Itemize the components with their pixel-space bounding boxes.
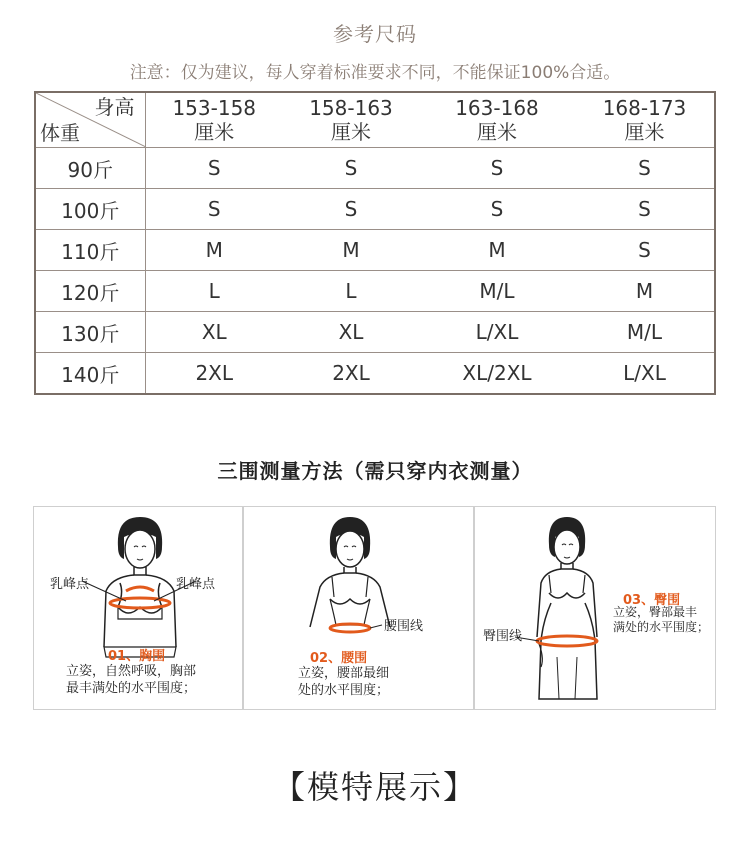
height-column-header: 153-158 厘米 bbox=[145, 92, 283, 148]
page-title: 参考尺码 bbox=[333, 22, 417, 46]
weight-cell: 90斤 bbox=[35, 148, 145, 189]
hip-line-label: 臀围线 bbox=[483, 629, 523, 644]
weight-cell: 120斤 bbox=[35, 271, 145, 312]
bust-right-point-label: 乳峰点 bbox=[176, 577, 216, 592]
size-cell: S bbox=[575, 230, 715, 271]
weight-axis-label: 体重 bbox=[40, 121, 80, 145]
bust-measure-panel bbox=[33, 506, 243, 710]
waist-heading: 02、腰围 bbox=[310, 651, 368, 666]
weight-cell: 130斤 bbox=[35, 312, 145, 353]
size-cell: S bbox=[575, 189, 715, 230]
size-chart-table bbox=[34, 91, 716, 395]
bust-heading: 01、胸围 bbox=[108, 649, 166, 664]
size-cell: M/L bbox=[419, 271, 575, 312]
weight-cell: 110斤 bbox=[35, 230, 145, 271]
size-cell: S bbox=[283, 148, 419, 189]
measure-section-title: 三围测量方法（需只穿内衣测量） bbox=[217, 459, 533, 483]
table-row bbox=[35, 312, 715, 353]
size-cell: M bbox=[145, 230, 283, 271]
height-axis-label: 身高 bbox=[94, 95, 135, 119]
size-note: 注意：仅为建议，每人穿着标准要求不同，不能保证100%合适。 bbox=[129, 63, 621, 83]
table-row bbox=[35, 271, 715, 312]
size-cell: M bbox=[283, 230, 419, 271]
size-cell: 2XL bbox=[145, 353, 283, 395]
size-cell: L/XL bbox=[419, 312, 575, 353]
table-row bbox=[35, 353, 715, 395]
table-row bbox=[35, 148, 715, 189]
weight-cell: 100斤 bbox=[35, 189, 145, 230]
table-corner-cell bbox=[35, 92, 145, 148]
table-row bbox=[35, 189, 715, 230]
height-column-header: 158-163 厘米 bbox=[283, 92, 419, 148]
model-showcase-title: 【模特展示】 bbox=[272, 768, 477, 806]
size-cell: S bbox=[419, 189, 575, 230]
height-column-header: 168-173 厘米 bbox=[575, 92, 715, 148]
size-cell: L bbox=[145, 271, 283, 312]
hip-description: 立姿，臀部最丰 满处的水平围度； bbox=[613, 605, 710, 634]
size-cell: XL/2XL bbox=[419, 353, 575, 395]
size-cell: S bbox=[145, 189, 283, 230]
table-header-row bbox=[35, 92, 715, 148]
size-cell: L bbox=[283, 271, 419, 312]
waist-line-label: 腰围线 bbox=[384, 619, 424, 634]
bust-description: 立姿，自然呼吸，胸部 最丰满处的水平围度； bbox=[66, 664, 197, 696]
size-cell: XL bbox=[283, 312, 419, 353]
size-cell: M bbox=[419, 230, 575, 271]
size-cell: M/L bbox=[575, 312, 715, 353]
size-cell: S bbox=[145, 148, 283, 189]
table-row bbox=[35, 230, 715, 271]
size-cell: S bbox=[419, 148, 575, 189]
hip-heading: 03、臀围 bbox=[623, 593, 681, 608]
bust-left-point-label: 乳峰点 bbox=[50, 577, 90, 592]
size-cell: M bbox=[575, 271, 715, 312]
size-cell: L/XL bbox=[575, 353, 715, 395]
size-cell: S bbox=[575, 148, 715, 189]
size-cell: XL bbox=[145, 312, 283, 353]
size-cell: 2XL bbox=[283, 353, 419, 395]
size-cell: S bbox=[283, 189, 419, 230]
waist-description: 立姿，腰部最细 处的水平围度； bbox=[298, 666, 390, 698]
weight-cell: 140斤 bbox=[35, 353, 145, 395]
waist-measure-panel bbox=[243, 506, 474, 710]
height-column-header: 163-168 厘米 bbox=[419, 92, 575, 148]
hip-measure-panel bbox=[474, 506, 716, 710]
